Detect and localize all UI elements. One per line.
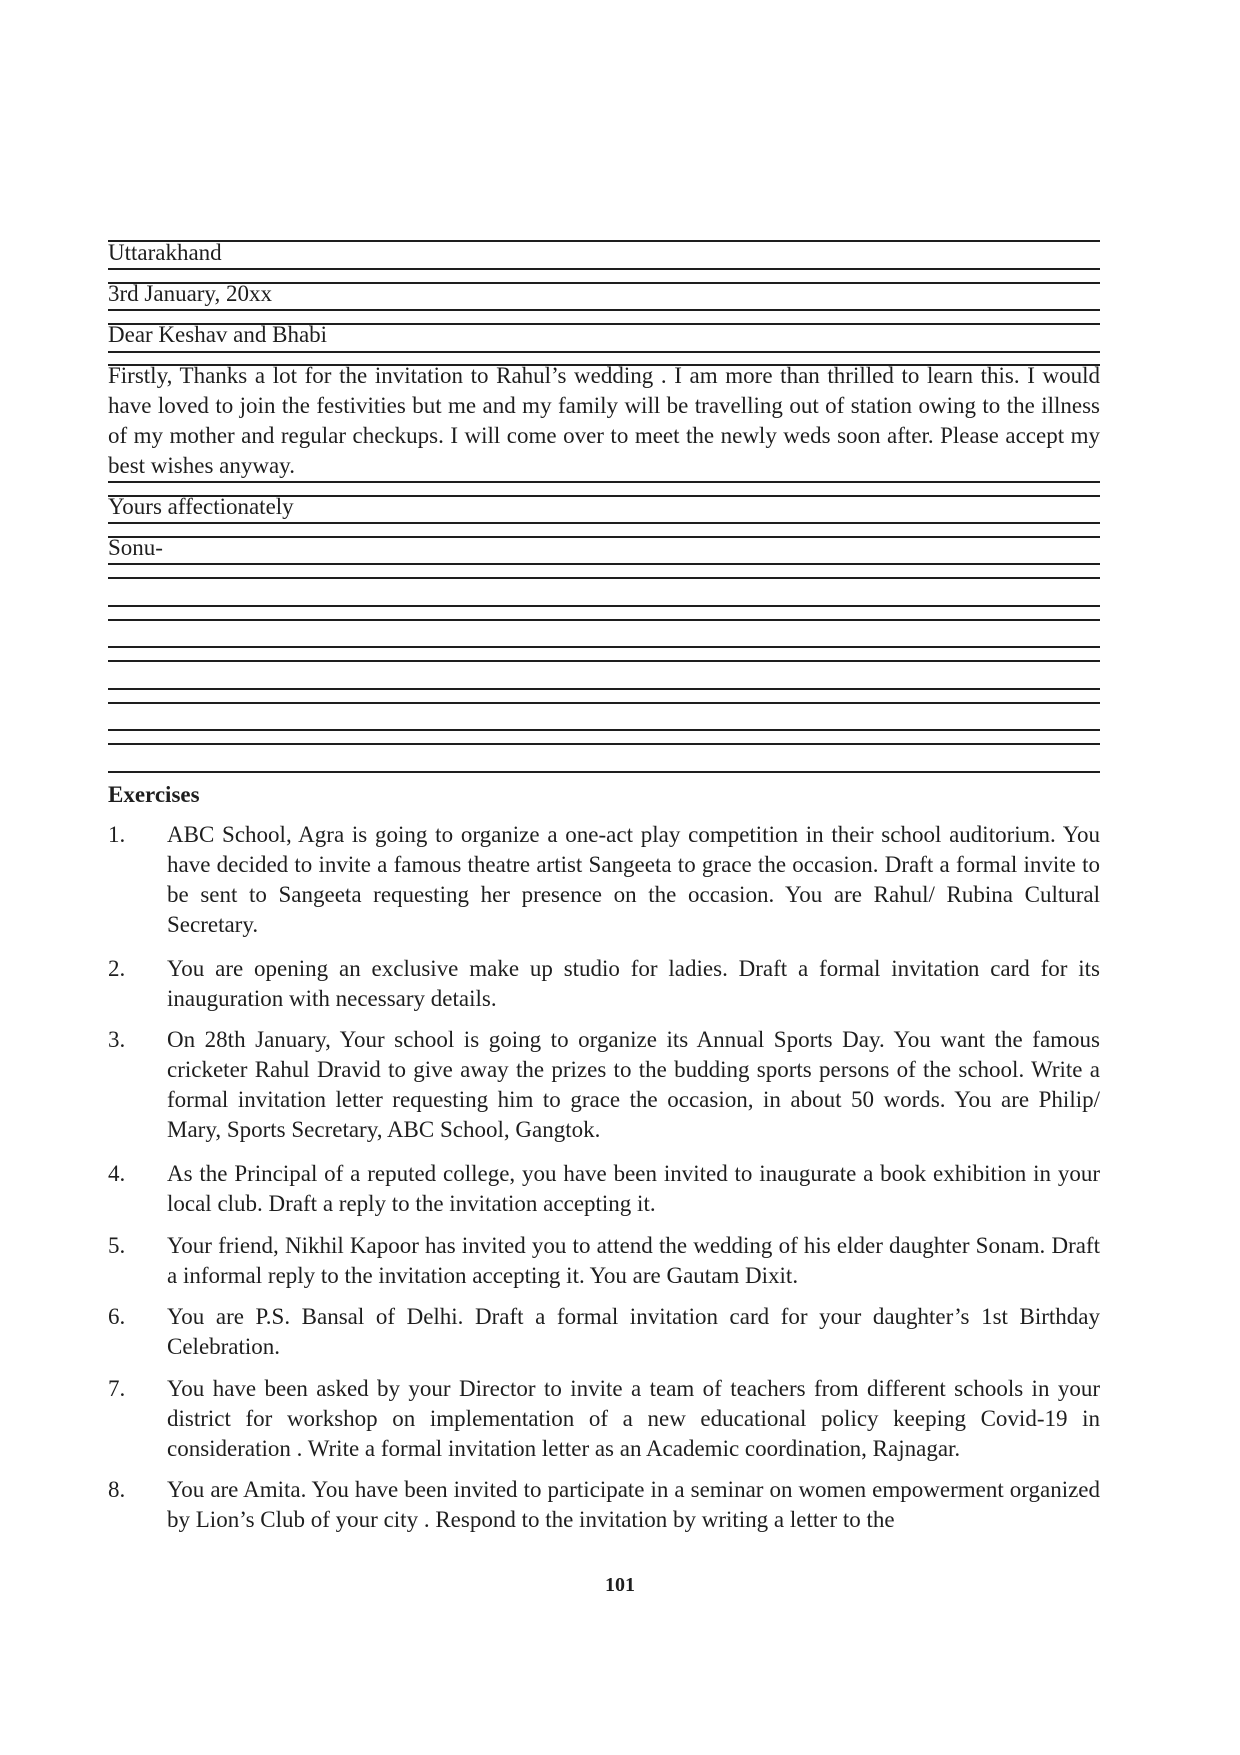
exercise-text: You are Amita. You have been invited to participate in a seminar on women empowerment organized by Lion’s Club of your city . Respond to the invitation by writing a letter to the (167, 1477, 1100, 1532)
rule-line (108, 481, 1100, 483)
rule-line (108, 522, 1100, 524)
exercise-number: 3. (108, 1027, 126, 1052)
rule-line (108, 729, 1100, 731)
rule-line (108, 660, 1100, 662)
letter-signature: Sonu- (108, 535, 163, 560)
exercise-text: As the Principal of a reputed college, you have been invited to inaugurate a book exhibition in your local club. Draft a reply to the invitation accepting it. (167, 1161, 1100, 1216)
exercise-text: You have been asked by your Director to invite a team of teachers from different schools in your district for workshop on implementation of a new educational policy keeping Covid-19 in consideration . Write a formal invitation letter as an Academic coordination, Rajnagar. (167, 1376, 1100, 1461)
exercise-number: 8. (108, 1477, 126, 1502)
exercise-number: 2. (108, 956, 126, 981)
rule-line (108, 702, 1100, 704)
rule-line (108, 605, 1100, 607)
rule-line (108, 646, 1100, 648)
page-number: 101 (605, 1574, 635, 1596)
rule-line (108, 771, 1100, 773)
rule-line (108, 268, 1100, 270)
letter-body: Firstly, Thanks a lot for the invitation to Rahul’s wedding . I am more than thrilled to learn this. I would have loved to join the festivities but me and my family will be travelling out of station owing to the illness of my mother and regular checkups. I will come over to meet the newly weds soon after. Please accept my best wishes anyway. (108, 363, 1100, 478)
exercise-number: 1. (108, 822, 126, 847)
rule-line (108, 563, 1100, 565)
exercise-number: 6. (108, 1304, 126, 1329)
exercise-number: 5. (108, 1233, 126, 1258)
exercise-text: You are P.S. Bansal of Delhi. Draft a formal invitation card for your daughter’s 1st Birthday Celebration. (167, 1304, 1100, 1359)
exercise-text: On 28th January, Your school is going to organize its Annual Sports Day. You want the famous cricketer Rahul Dravid to give away the prizes to the budding sports persons of the school. Write a formal invitation letter requesting him to grace the occasion, in about 50 words. You are Philip/ Mary, Sports Secretary, ABC School, Gangtok. (167, 1027, 1100, 1142)
letter-salutation: Dear Keshav and Bhabi (108, 322, 328, 347)
exercise-number: 4. (108, 1161, 126, 1186)
exercises-heading: Exercises (108, 782, 200, 807)
rule-line (108, 351, 1100, 353)
rule-line (108, 619, 1100, 621)
exercise-text: You are opening an exclusive make up studio for ladies. Draft a formal invitation card for its inauguration with necessary details. (167, 956, 1100, 1011)
rule-line (108, 309, 1100, 311)
rule-line (108, 688, 1100, 690)
exercise-text: Your friend, Nikhil Kapoor has invited you to attend the wedding of his elder daughter Sonam. Draft a informal reply to the invitation accepting it. You are Gautam Dixit. (167, 1233, 1100, 1288)
exercise-text: ABC School, Agra is going to organize a one-act play competition in their school auditorium. You have decided to invite a famous theatre artist Sangeeta to grace the occasion. Draft a formal invite to be sent to Sangeeta requesting her presence on the occasion. You are Rahul/ Rubina Cultural Secretary. (167, 822, 1100, 937)
rule-line (108, 577, 1100, 579)
letter-closing: Yours affectionately (108, 494, 294, 519)
rule-line (108, 743, 1100, 745)
letter-date: 3rd January, 20xx (108, 281, 272, 306)
exercise-number: 7. (108, 1376, 126, 1401)
letter-address: Uttarakhand (108, 240, 222, 265)
